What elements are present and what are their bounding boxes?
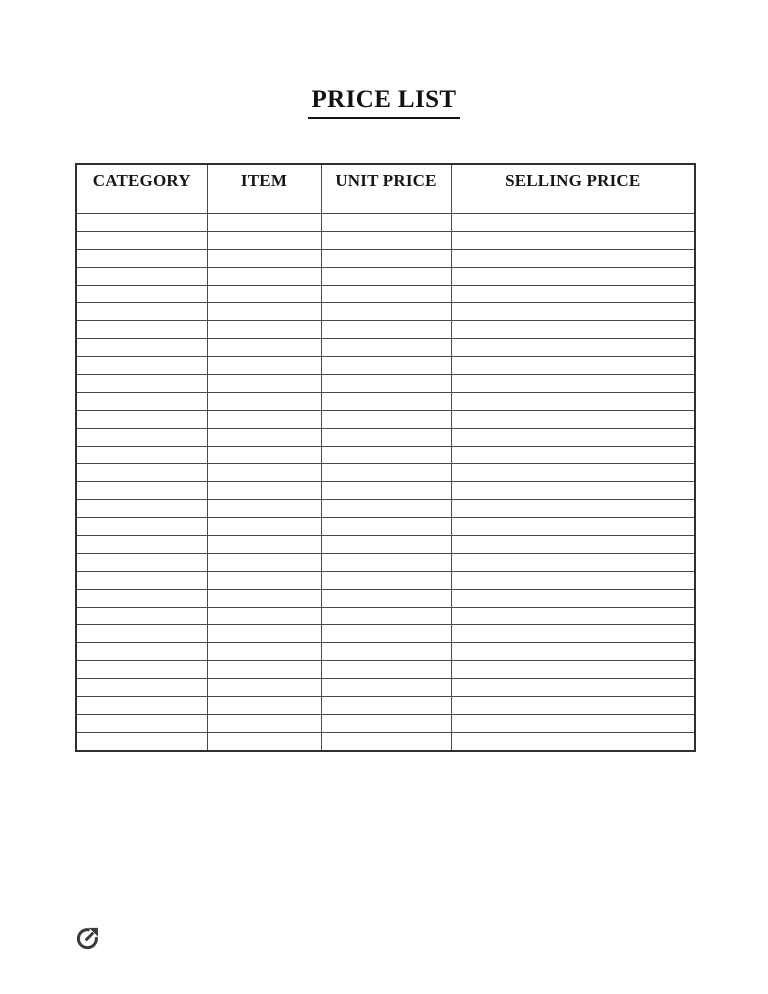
table-cell [451, 732, 695, 750]
table-cell [321, 518, 451, 536]
table-cell [321, 536, 451, 554]
table-cell [76, 303, 207, 321]
table-cell [321, 214, 451, 232]
table-row [76, 428, 695, 446]
table-row [76, 714, 695, 732]
table-cell [76, 410, 207, 428]
table-row [76, 446, 695, 464]
table-cell [451, 214, 695, 232]
table-cell [207, 536, 321, 554]
table-cell [76, 357, 207, 375]
table-header-row [76, 164, 695, 214]
table-header [76, 164, 695, 214]
table-row [76, 357, 695, 375]
column-header-item: ITEM [207, 164, 321, 214]
table-cell [76, 625, 207, 643]
table-row [76, 482, 695, 500]
table-cell [451, 625, 695, 643]
table-row [76, 249, 695, 267]
table-body [76, 214, 695, 751]
table-row [76, 321, 695, 339]
table-cell [207, 571, 321, 589]
table-cell [451, 536, 695, 554]
table-row [76, 231, 695, 249]
table-cell [207, 714, 321, 732]
table-cell [76, 375, 207, 393]
table-cell [451, 571, 695, 589]
table-cell [321, 321, 451, 339]
table-cell [451, 697, 695, 715]
table-cell [76, 249, 207, 267]
table-cell [451, 482, 695, 500]
table-cell [207, 518, 321, 536]
table-cell [321, 625, 451, 643]
page-title: PRICE LIST [308, 86, 459, 119]
table-cell [451, 357, 695, 375]
table-cell [321, 375, 451, 393]
table-row [76, 732, 695, 750]
table-cell [451, 464, 695, 482]
price-list-table [75, 163, 696, 752]
table-cell [451, 392, 695, 410]
table-cell [321, 714, 451, 732]
table-cell [207, 607, 321, 625]
table-row [76, 375, 695, 393]
table-cell [321, 697, 451, 715]
table-cell [321, 732, 451, 750]
table-cell [207, 500, 321, 518]
column-header-category: CATEGORY [76, 164, 207, 214]
table-row [76, 392, 695, 410]
table-row [76, 661, 695, 679]
table-cell [321, 249, 451, 267]
table-cell [207, 697, 321, 715]
table-row [76, 500, 695, 518]
table-cell [207, 643, 321, 661]
table-cell [76, 571, 207, 589]
table-cell [451, 303, 695, 321]
table-cell [76, 267, 207, 285]
table-cell [76, 643, 207, 661]
table-cell [207, 446, 321, 464]
table-cell [76, 214, 207, 232]
table-cell [76, 589, 207, 607]
table-cell [451, 321, 695, 339]
table-cell [207, 339, 321, 357]
table-row [76, 267, 695, 285]
table-row [76, 625, 695, 643]
table-cell [207, 285, 321, 303]
table-cell [207, 231, 321, 249]
table-cell [207, 267, 321, 285]
table-cell [207, 410, 321, 428]
table-cell [451, 375, 695, 393]
table-cell [451, 339, 695, 357]
table-cell [76, 339, 207, 357]
table-cell [451, 249, 695, 267]
table-cell [451, 553, 695, 571]
table-cell [207, 464, 321, 482]
table-cell [76, 518, 207, 536]
table-cell [207, 428, 321, 446]
table-cell [76, 446, 207, 464]
table-row [76, 553, 695, 571]
table-row [76, 464, 695, 482]
table-row [76, 285, 695, 303]
table-cell [76, 607, 207, 625]
table-cell [321, 267, 451, 285]
table-row [76, 607, 695, 625]
table-cell [76, 553, 207, 571]
table-row [76, 571, 695, 589]
table-cell [321, 643, 451, 661]
table-cell [207, 214, 321, 232]
table-cell [321, 357, 451, 375]
table-cell [321, 553, 451, 571]
table-cell [321, 464, 451, 482]
table-cell [321, 428, 451, 446]
refresh-arrow-icon-glyph [75, 924, 102, 951]
table-cell [451, 679, 695, 697]
table-row [76, 339, 695, 357]
table-cell [321, 410, 451, 428]
table-cell [207, 303, 321, 321]
table-cell [207, 482, 321, 500]
table-cell [321, 571, 451, 589]
refresh-arrow-icon[interactable] [75, 924, 102, 951]
table-cell [207, 625, 321, 643]
table-cell [451, 285, 695, 303]
table-cell [207, 661, 321, 679]
table-cell [321, 661, 451, 679]
table-cell [451, 446, 695, 464]
table-cell [451, 410, 695, 428]
table-cell [76, 285, 207, 303]
table-cell [207, 589, 321, 607]
table-cell [451, 267, 695, 285]
table-cell [207, 357, 321, 375]
table-cell [321, 500, 451, 518]
table-cell [76, 732, 207, 750]
table-row [76, 643, 695, 661]
table-cell [76, 392, 207, 410]
table-cell [321, 482, 451, 500]
table-cell [321, 589, 451, 607]
table-cell [451, 500, 695, 518]
table-cell [207, 553, 321, 571]
table-row [76, 518, 695, 536]
table-cell [321, 446, 451, 464]
table-row [76, 410, 695, 428]
table-cell [207, 732, 321, 750]
column-header-selling-price: SELLING PRICE [451, 164, 695, 214]
table-cell [451, 643, 695, 661]
table-cell [451, 607, 695, 625]
table-row [76, 679, 695, 697]
table-cell [76, 428, 207, 446]
table-cell [321, 339, 451, 357]
table-cell [207, 679, 321, 697]
table-cell [76, 482, 207, 500]
table-cell [76, 500, 207, 518]
table-cell [321, 231, 451, 249]
table-row [76, 697, 695, 715]
table-cell [76, 697, 207, 715]
table-row [76, 589, 695, 607]
table-cell [207, 249, 321, 267]
table-cell [76, 231, 207, 249]
table-cell [76, 536, 207, 554]
table-cell [76, 714, 207, 732]
table-cell [321, 679, 451, 697]
table-cell [451, 428, 695, 446]
table-cell [76, 321, 207, 339]
table-row [76, 214, 695, 232]
column-header-unit-price: UNIT PRICE [321, 164, 451, 214]
table-cell [207, 375, 321, 393]
title-block [0, 86, 768, 119]
table-cell [451, 518, 695, 536]
table-cell [451, 589, 695, 607]
table-cell [321, 607, 451, 625]
table-cell [207, 392, 321, 410]
table-cell [76, 661, 207, 679]
table-cell [76, 464, 207, 482]
table-cell [451, 661, 695, 679]
table-row [76, 536, 695, 554]
table-cell [451, 714, 695, 732]
table-cell [321, 392, 451, 410]
table-cell [451, 231, 695, 249]
table-row [76, 303, 695, 321]
table-cell [76, 679, 207, 697]
table-cell [321, 303, 451, 321]
table-cell [207, 321, 321, 339]
table-cell [321, 285, 451, 303]
